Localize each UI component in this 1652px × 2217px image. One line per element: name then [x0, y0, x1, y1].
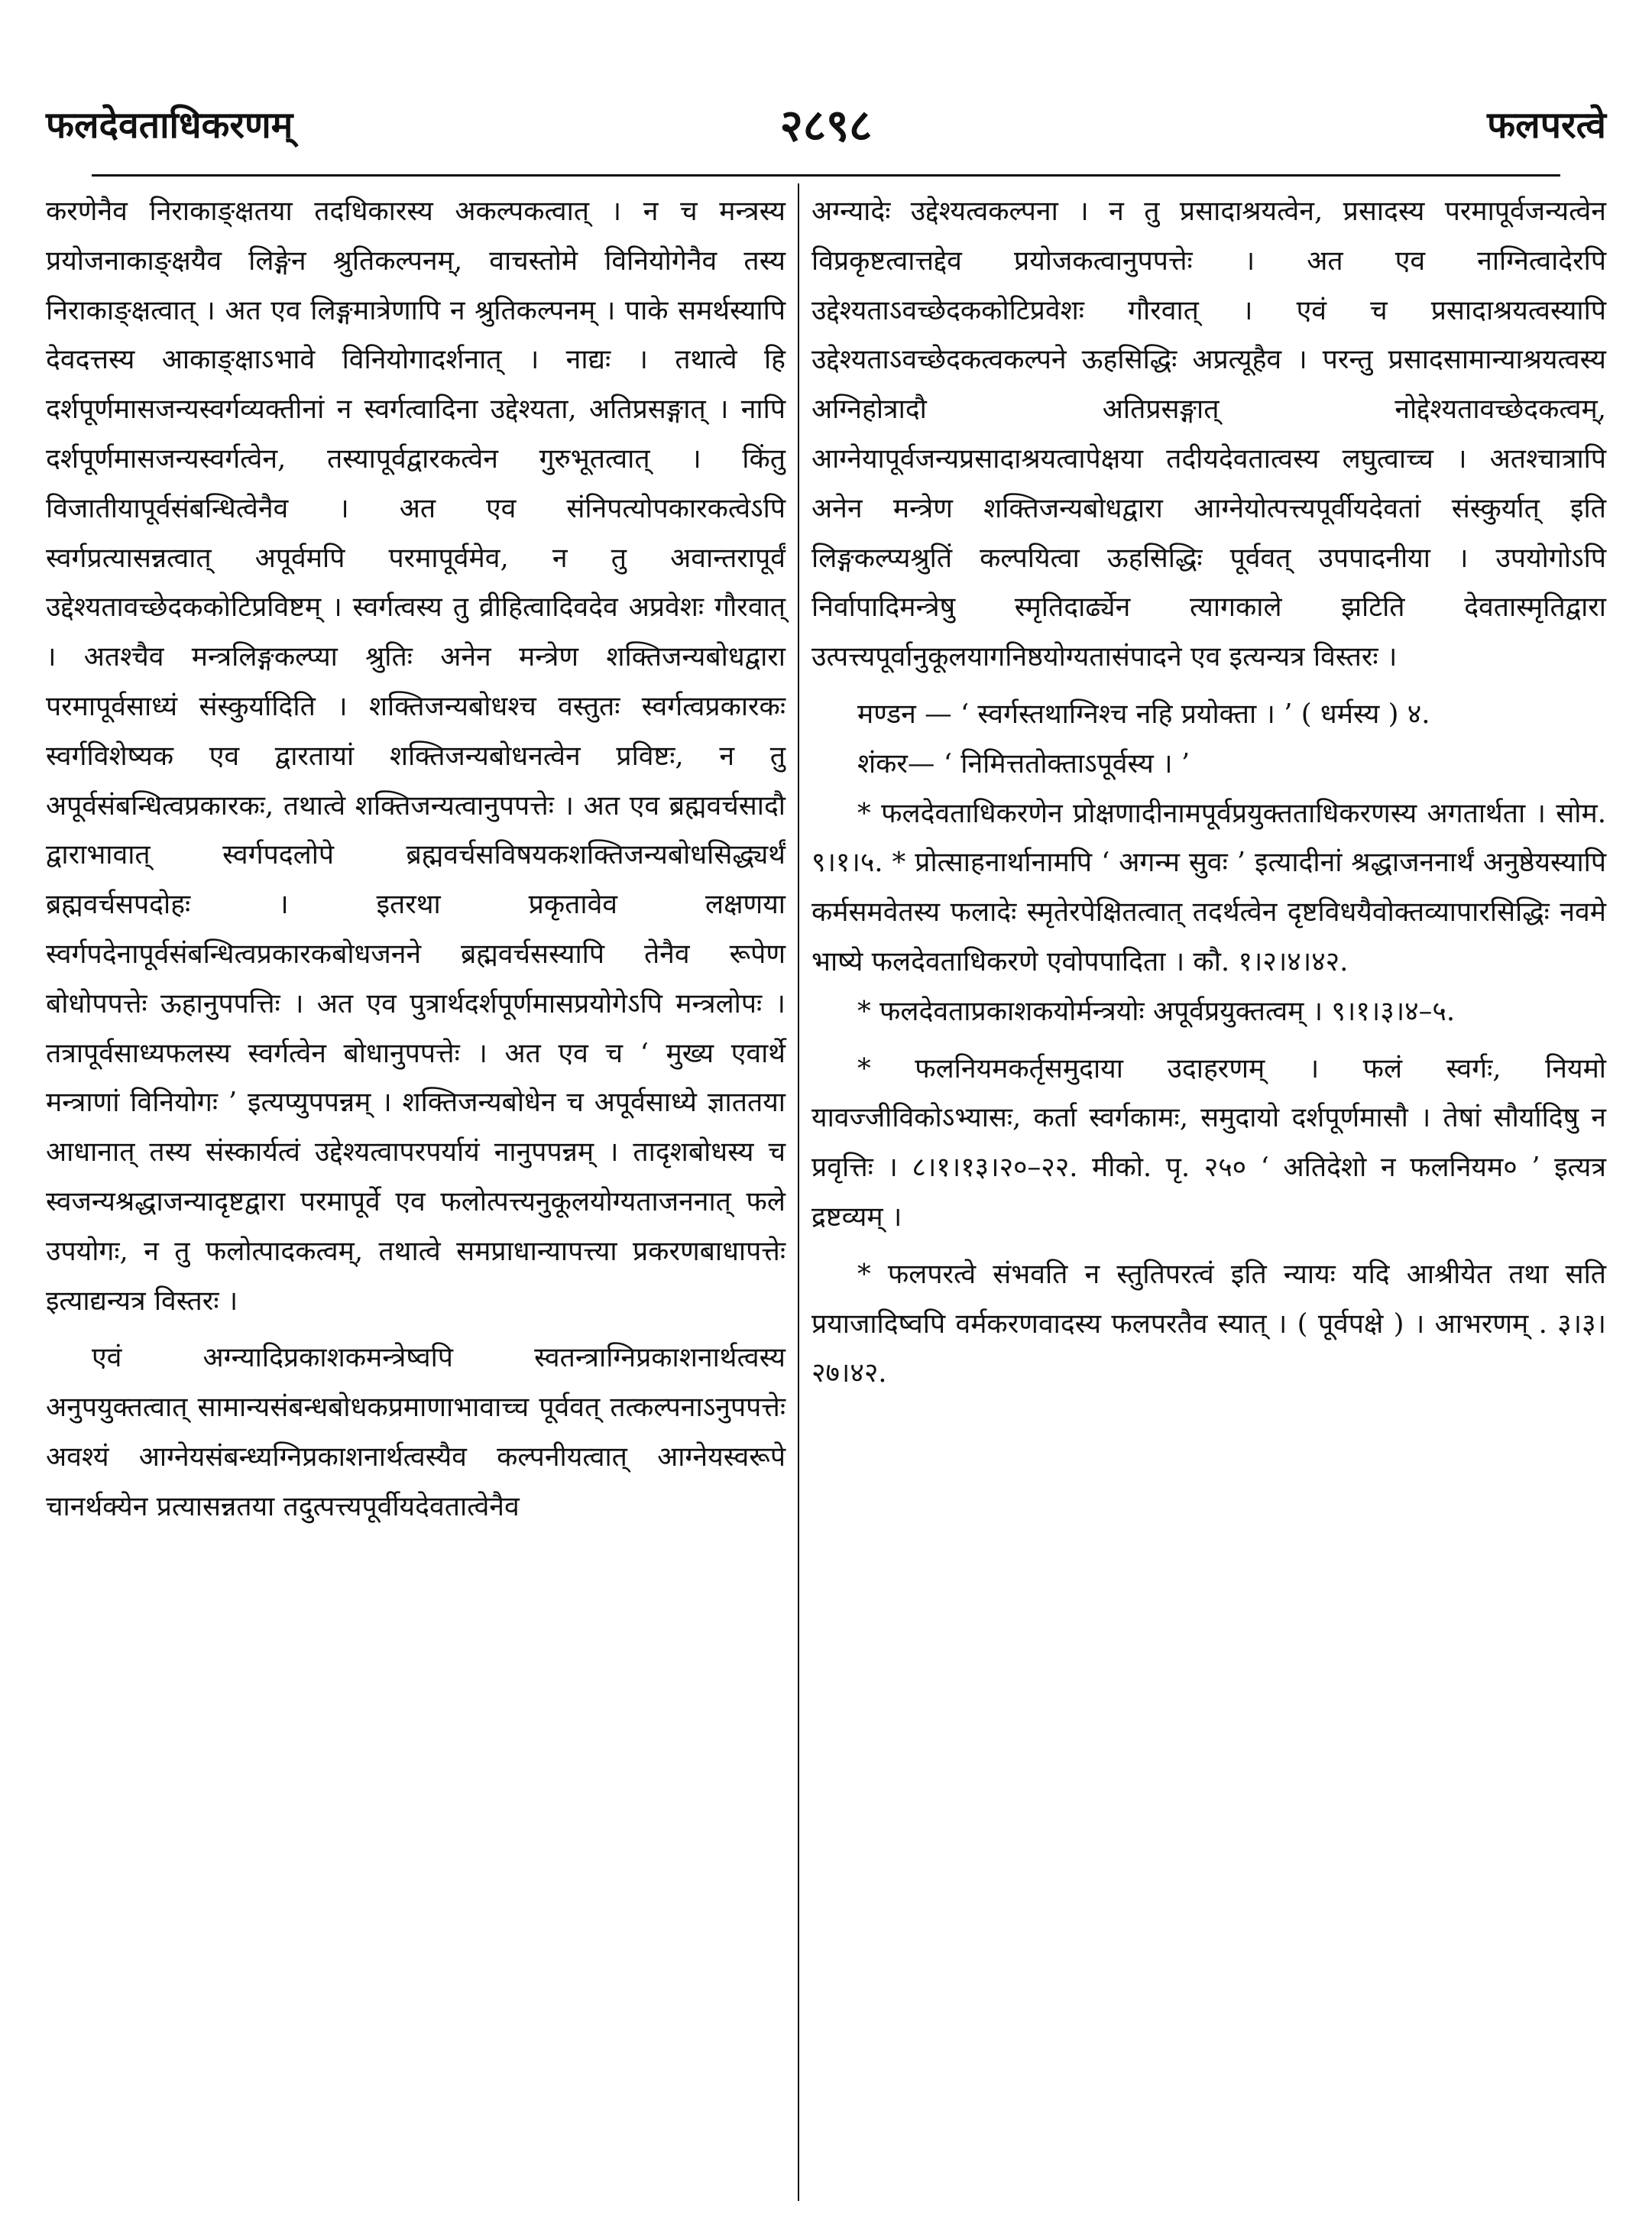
- note-prakashaka: * फलदेवताप्रकाशकयोर्मन्त्रयोः अपूर्वप्रयुक्तत्वम् । ९।१।३।४–५.: [857, 995, 1456, 1027]
- left-column: [46, 187, 786, 1532]
- running-title-right: फलपरत्वे: [1487, 104, 1606, 147]
- right-paragraph-1: अग्न्यादेः उद्देश्यत्वकल्पना । न तु प्रसादाश्रयत्वेन, प्रसादस्य परमापूर्वजन्यत्वेन विप्रकृष्टत्वात्तद्देव प्रयोजकत्वानुपपत्तेः । अत एव नाग्नित्वादेरपि उद्देश्यताऽवच्छेदककोटिप्रवेशः गौरवात् । एवं च प्रसादाश्रयत्वस्यापि उद्देश्यताऽवच्छेदकत्वकल्पने ऊहसिद्धिः अप्रत्यूहैव । परन्तु प्रसादसामान्याश्रयत्वस्य अग्निहोत्रादौ अतिप्रसङ्गात् नोद्देश्यतावच्छेदकत्वम्, आग्नेयापूर्वजन्यप्रसादाश्रयत्वापेक्षया तदीयदेवतात्वस्य लघुत्वाच्च । अतश्चात्रापि अनेन मन्त्रेण शक्तिजन्यबोधद्वारा आग्नेयोत्पत्त्यपूर्वीयदेवतां संस्कुर्यात् इति लिङ्गकल्प्यश्रुतिं कल्पयित्वा ऊहसिद्धिः पूर्ववत् उपपादनीया । उपयोगोऽपि निर्वापादिमन्त्रेषु स्मृतिदार्ढ्येन त्यागकाले झटिति देवतास्मृतिद्वारा उत्पत्त्यपूर्वानुकूलयागनिष्ठयोग्यतासंपादने एव इत्यन्यत्र विस्तरः ।: [811, 196, 1606, 673]
- page-number: २८९८: [779, 99, 873, 151]
- header-rule: [92, 174, 1560, 177]
- right-column: [811, 187, 1606, 1399]
- left-paragraph-1: करणेनैव निराकाङ्क्षतया तदधिकारस्य अकल्पकत्वात् । न च मन्त्रस्य प्रयोजनाकाङ्क्षयैव लिङ्गेन श्रुतिकल्पनम्, वाचस्तोमे विनियोगेनैव तस्य निराकाङ्क्षत्वात् । अत एव लिङ्गमात्रेणापि न श्रुतिकल्पनम् । पाके समर्थस्यापि देवदत्तस्य आकाङ्क्षाऽभावे विनियोगादर्शनात् । नाद्यः । तथात्वे हि दर्शपूर्णमासजन्यस्वर्गव्यक्तीनां न स्वर्गत्वादिना उद्देश्यता, अतिप्रसङ्गात् । नापि दर्शपूर्णमासजन्यस्वर्गत्वेन, तस्यापूर्वद्वारकत्वेन गुरुभूतत्वात् । किंतु विजातीयापूर्वसंबन्धित्वेनैव । अत एव संनिपत्योपकारकत्वेऽपि स्वर्गप्रत्यासन्नत्वात् अपूर्वमपि परमापूर्वमेव, न तु अवान्तरापूर्वं उद्देश्यतावच्छेदककोटिप्रविष्टम् । स्वर्गत्वस्य तु व्रीहित्वादिवदेव अप्रवेशः गौरवात् । अतश्चैव मन्त्रलिङ्गकल्प्या श्रुतिः अनेन मन्त्रेण शक्तिजन्यबोधद्वारा परमापूर्वसाध्यं संस्कुर्यादिति । शक्तिजन्यबोधश्च वस्तुतः स्वर्गत्वप्रकारकः स्वर्गविशेष्यक एव द्वारतायां शक्तिजन्यबोधनत्वेन प्रविष्टः, न तु अपूर्वसंबन्धित्वप्रकारकः, तथात्वे शक्तिजन्यत्वानुपपत्तेः । अत एव ब्रह्मवर्चसादौ द्वाराभावात् स्वर्गपदलोपे ब्रह्मवर्चसविषयकशक्तिजन्यबोधसिद्ध्यर्थं ब्रह्मवर्चसपदोहः । इतरथा प्रकृतावेव लक्षणया स्वर्गपदेनापूर्वसंबन्धित्वप्रकारकबोधजनने ब्रह्मवर्चसस्यापि तेनैव रूपेण बोधोपपत्तेः ऊहानुपपत्तिः । अत एव पुत्रार्थदर्शपूर्णमासप्रयोगेऽपि मन्त्रलोपः । तत्रापूर्वसाध्यफलस्य स्वर्गत्वेन बोधानुपपत्तेः । अत एव च ‘ मुख्य एवार्थे मन्त्राणां विनियोगः ’ इत्यप्युपपन्नम् । शक्तिजन्यबोधेन च अपूर्वसाध्ये ज्ञाततया आधानात् तस्य संस्कार्यत्वं उद्देश्यत्वापरपर्यायं नानुपपन्नम् । तादृशबोधस्य च स्वजन्यश्रद्धाजन्यादृष्टद्वारा परमापूर्वे एव फलोत्पत्त्यनुकूलयोग्यताजननात् फले उपयोगः, न तु फलोत्पादकत्वम्, तथात्वे समप्राधान्यापत्त्या प्रकरणबाधापत्तेः इत्याद्यन्यत्र विस्तरः ।: [46, 196, 786, 1317]
- note-phaladevata: * फलदेवताधिकरणेन प्रोक्षणादीनामपूर्वप्रयुक्तताधिकरणस्य अगतार्थता । सोम. ९।१।५. * प्रोत्साहनार्थानामपि ‘ अगन्म सुवः ’ इत्यादीनां श्रद्धाजननार्थं अनुष्ठेयस्यापि कर्मसमवेतस्य फलादेः स्मृतेरपेक्षितत्वात् तदर्थत्वेन दृष्टविधयैवोक्तव्यापारसिद्धिः नवमे भाष्ये फलदेवताधिकरणे एवोपपादिता । कौ. १।२।४।४२.: [811, 797, 1606, 977]
- left-paragraph-2: एवं अग्न्यादिप्रकाशकमन्त्रेष्वपि स्वतन्त्राग्निप्रकाशनार्थत्वस्य अनुपयुक्तत्वात् सामान्यसंबन्धबोधकप्रमाणाभावाच्च पूर्ववत् तत्कल्पनाऽनुपपत्तेः अवश्यं आग्नेयसंबन्ध्यग्निप्रकाशनार्थत्वस्यैव कल्पनीयत्वात् आग्नेयस्वरूपे चानर्थक्येन प्रत्यासन्नतया तदुत्पत्त्यपूर्वीयदेवतात्वेनैव: [46, 1342, 786, 1522]
- note-phalaparatve: * फलपरत्वे संभवति न स्तुतिपरत्वं इति न्यायः यदि आश्रीयेत तथा सति प्रयाजादिष्वपि वर्मकरणवादस्य फलपरतैव स्यात् । ( पूर्वपक्षे ) । आभरणम् . ३।३।२७।४२.: [811, 1258, 1606, 1389]
- mandana-quote: मण्डन — ‘ स्वर्गस्तथाग्निश्च नहि प्रयोक्ता । ’ ( धर्मस्य ) ४.: [857, 698, 1430, 730]
- running-title-left: फलदेवताधिकरणम्: [46, 104, 293, 147]
- page-header: [46, 84, 1606, 168]
- shankara-quote: शंकर— ‘ निमित्ततोक्ताऽपूर्वस्य । ’: [857, 747, 1190, 780]
- column-divider: [798, 183, 799, 2201]
- note-niyama: * फलनियमकर्तृसमुदाया उदाहरणम् । फलं स्वर्गः, नियमो यावज्जीविकोऽभ्यासः, कर्ता स्वर्गकामः, समुदायो दर्शपूर्णमासौ । तेषां सौर्यादिषु न प्रवृत्तिः । ८।१।१३।२०–२२. मीको. पृ. २५० ‘ अतिदेशो न फलनियम० ’ इत्यत्र द्रष्टव्यम् ।: [811, 1052, 1606, 1233]
